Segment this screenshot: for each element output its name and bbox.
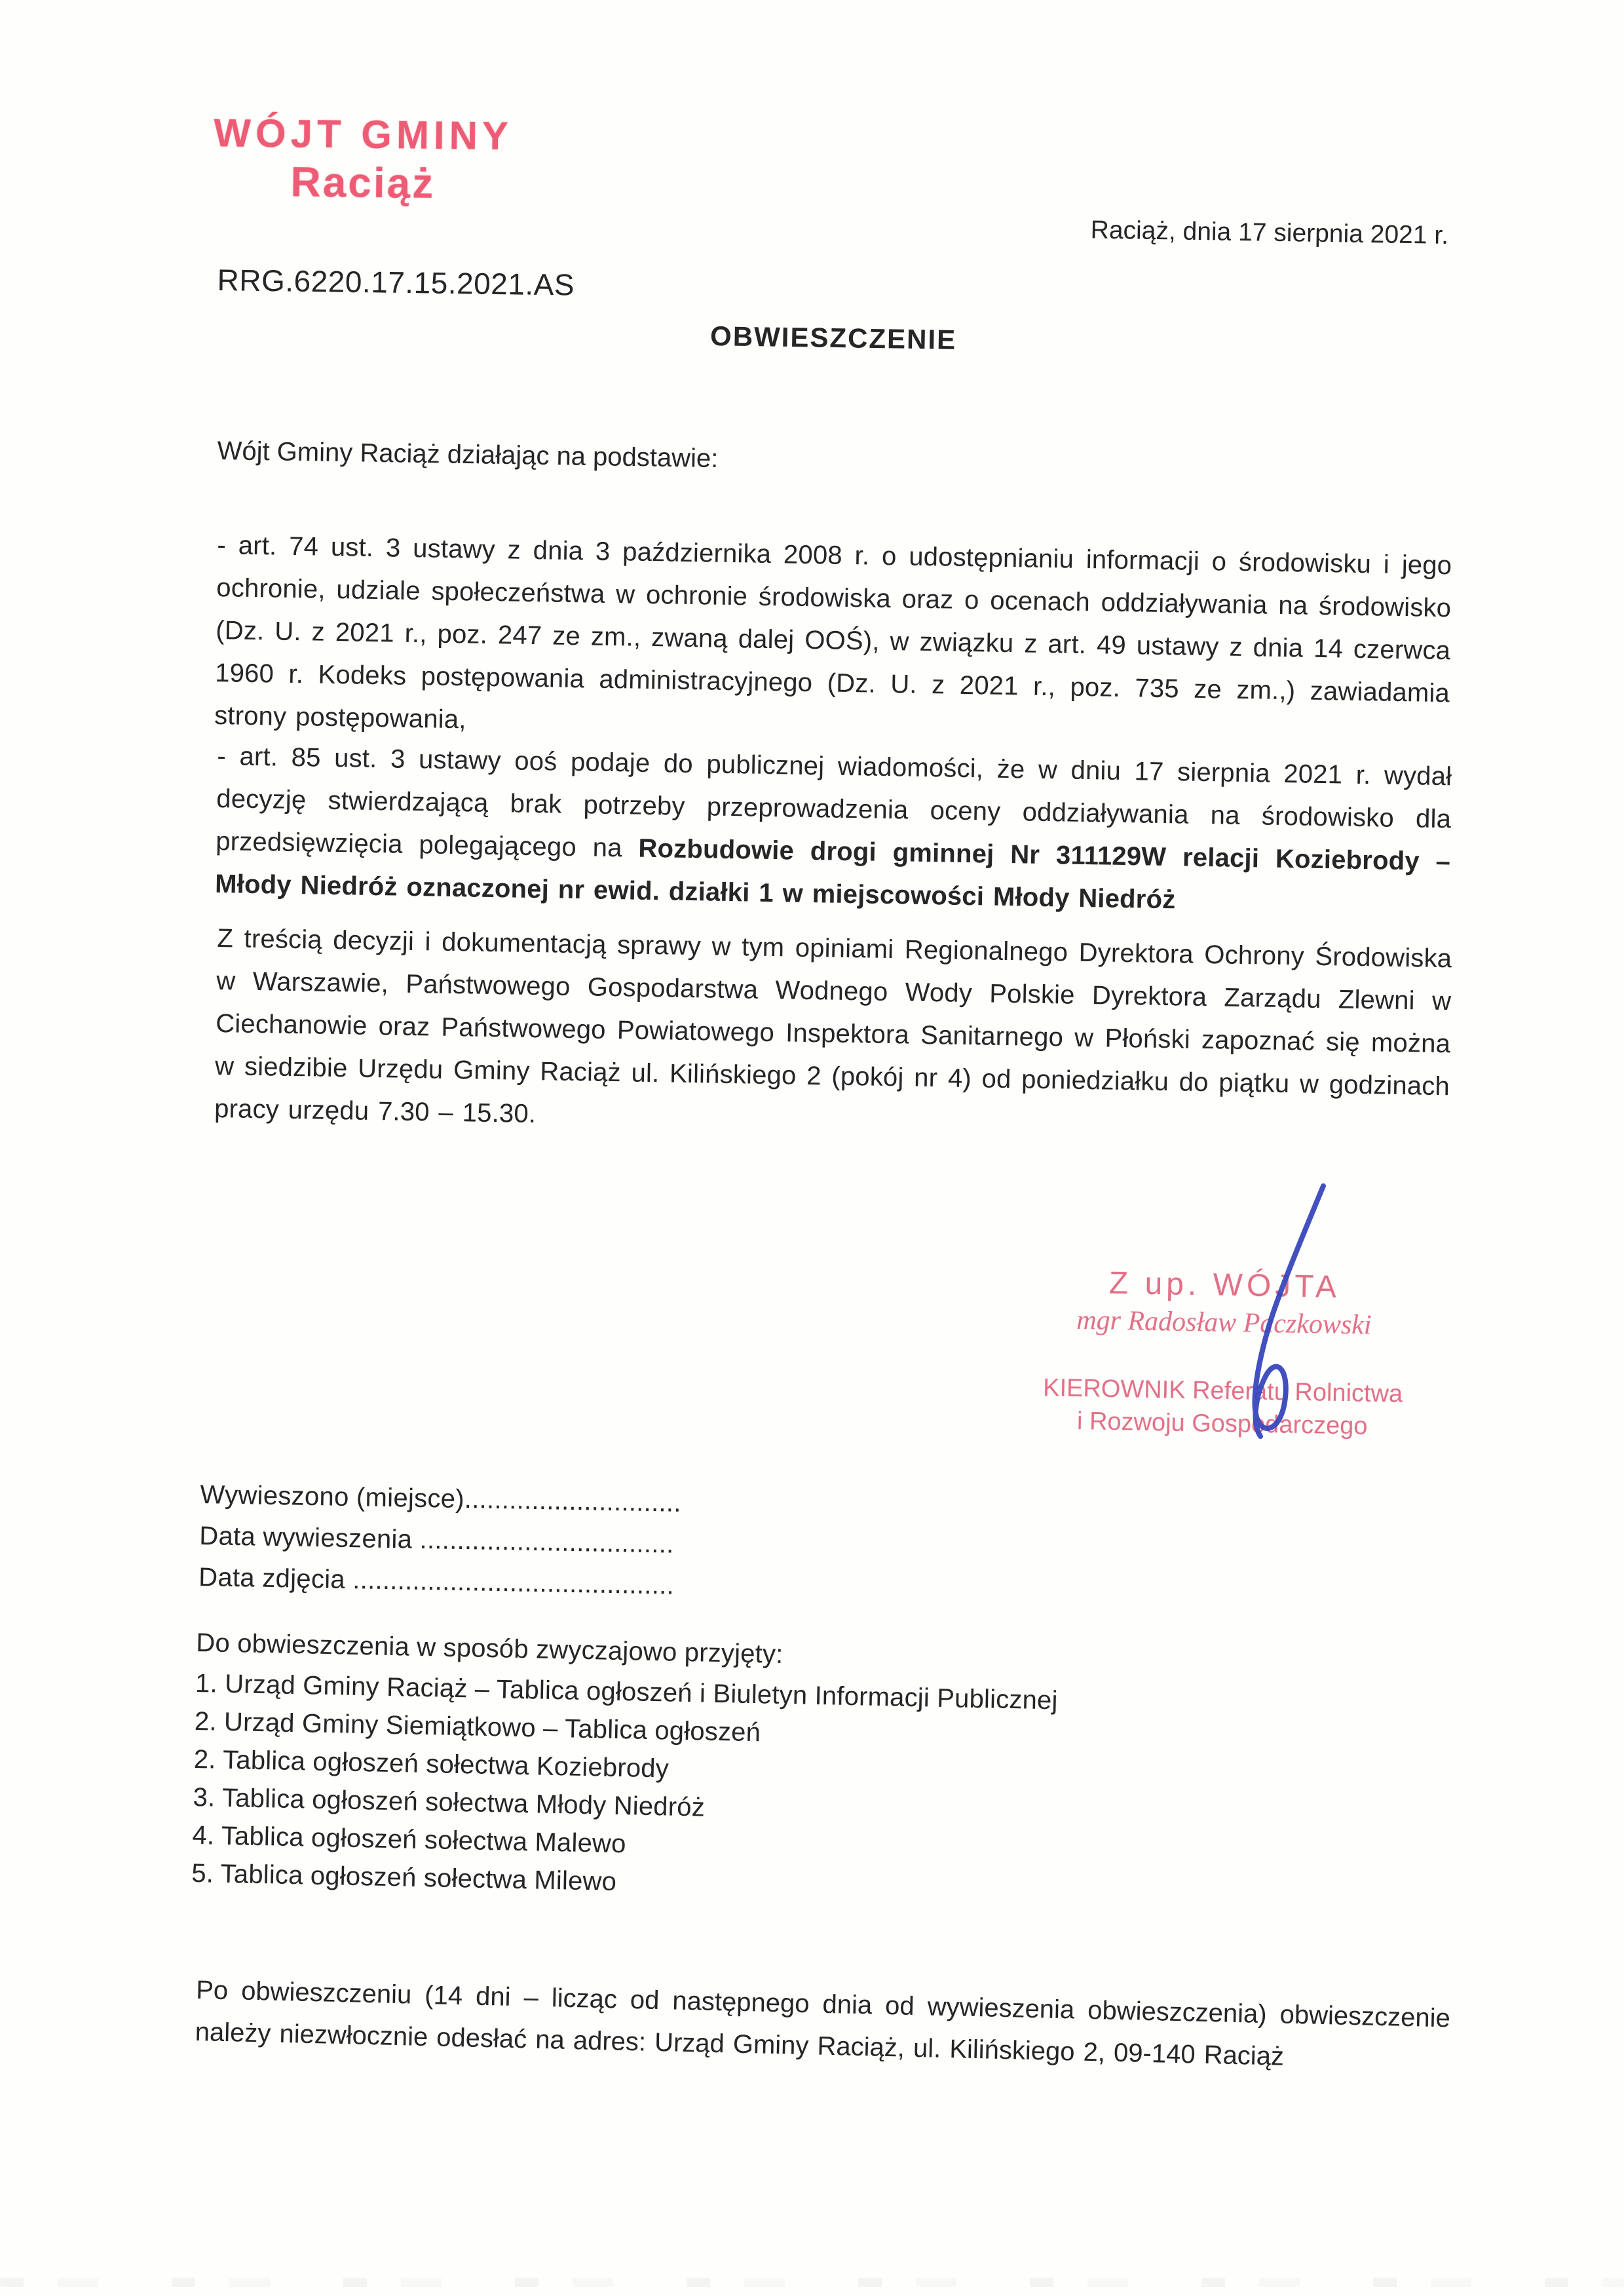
distribution-item: 3. Tablica ogłoszeń sołectwa Młody Niedróż: [193, 1782, 706, 1822]
paragraph-2-normal-text: - art. 85 ust. 3 ustawy ooś podaje do publicznej wiadomości, że w dniu 17 sierpnia 2021 r. wydał decyzję stwierdzającą brak potrzeby przeprowadzenia oceny oddziaływania na środowisko dla przedsięwzięcia polegającego na: [215, 741, 1452, 863]
distribution-item: 4. Tablica ogłoszeń sołectwa Malewo: [192, 1820, 627, 1859]
distribution-item: 1. Urząd Gminy Raciąż – Tablica ogłoszeń i Biuletyn Informacji Publicznej: [195, 1668, 1059, 1715]
posting-date-down-line: Data zdjęcia ...........................................: [198, 1562, 675, 1600]
legal-paragraph-2: [215, 735, 1452, 926]
office-stamp: [192, 111, 534, 210]
date-line: Raciąż, dnia 17 sierpnia 2021 r.: [1090, 216, 1448, 250]
posting-date-up-line: Data wywieszenia ..................................: [198, 1521, 675, 1559]
signature-stamp-name: mgr Radosław Paczkowski: [1076, 1305, 1372, 1341]
office-stamp-line1: WÓJT GMINY: [213, 111, 514, 159]
distribution-item: 5. Tablica ogłoszeń sołectwa Milewo: [191, 1858, 617, 1896]
signature-stamp-position-line1: KIEROWNIK Referatu Rolnictwa: [1042, 1374, 1403, 1408]
distribution-list: [191, 1624, 1059, 1909]
distribution-heading: Do obwieszczenia w sposób zwyczajowo przyjęty:: [195, 1628, 784, 1669]
intro-line: Wójt Gminy Raciąż działając na podstawie:: [217, 436, 719, 474]
posting-block: [198, 1474, 682, 1607]
handwritten-signature-icon: [1200, 1181, 1338, 1446]
document-title: OBWIESZCZENIE: [709, 320, 957, 355]
distribution-item: 2. Tablica ogłoszeń sołectwa Koziebrody: [193, 1744, 670, 1784]
office-stamp-line2: Raciąż: [290, 158, 436, 207]
posting-place-line: Wywieszono (miejsce).............................: [200, 1480, 682, 1518]
signature-stamp-position-line2: i Rozwoju Gospodarczego: [1076, 1407, 1368, 1440]
footer-note: Po obwieszczeniu (14 dni – licząc od następnego dnia od wywieszenia obwieszczenia) obwieszczenie należy niezwłocznie odesłać na adres: Urząd Gminy Raciąż, ul. Kilińskiego 2, 09-140 Raciąż: [195, 1975, 1451, 2071]
availability-paragraph: Z treścią decyzji i dokumentacją sprawy w tym opiniami Regionalnego Dyrektora Ochrony Środowiska w Warszawie, Państwowego Gospodarstwa Wodnego Wody Polskie Dyrektora Zarządu Zlewni w Ciechanowie oraz Państwowego Powiatowego Inspektora Sanitarnego w Płoński zapoznać się można w siedzibie Urzędu Gminy Raciąż ul. Kilińskiego 2 (pokój nr 4) od poniedziałku do piątku w godzinach pracy urzędu 7.30 – 15.30.: [214, 923, 1452, 1129]
signature-stamp-authority: Z up. WÓJTA: [1108, 1265, 1341, 1305]
scan-noise-strip: [0, 2278, 1624, 2287]
distribution-item: 2. Urząd Gminy Siemiątkowo – Tablica ogłoszeń: [194, 1706, 761, 1748]
reference-number: RRG.6220.17.15.2021.AS: [217, 262, 575, 302]
project-name-bold-text: Rozbudowie drogi gminnej Nr 311129W relacji Koziebrody – Młody Niedróż oznaczonej nr ewid. działki 1 w miejscowości Młody Niedróż: [214, 833, 1451, 915]
legal-paragraph-1: - art. 74 ust. 3 ustawy z dnia 3 października 2008 r. o udostępnianiu informacji o środowisku i jego ochronie, udziale społeczeństwa w ochronie środowiska oraz o ocenach oddziaływania na środowisko (Dz. U. z 2021 r., poz. 247 ze zm., zwaną dalej OOŚ), w związku z art. 49 ustawy z dnia 14 czerwca 1960 r. Kodeks postępowania administracyjnego (Dz. U. z 2021 r., poz. 735 ze zm.,) zawiadamia strony postępowania,: [214, 530, 1452, 735]
